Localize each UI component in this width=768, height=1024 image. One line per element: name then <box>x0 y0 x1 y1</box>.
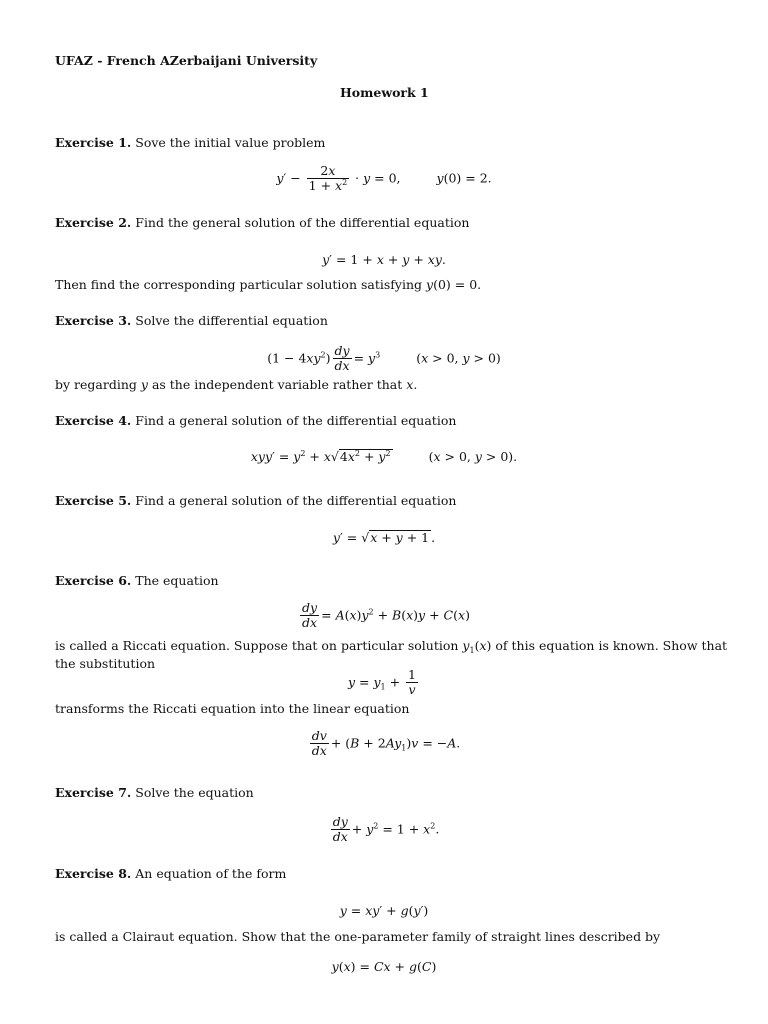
equation-7: $\frac{dy}{dx}$ + $y^2 = 1 + x^2$. <box>332 814 440 845</box>
exercise-3-followup: by regarding y as the independent variable rather that x. <box>55 377 418 392</box>
exercise-5 <box>55 495 456 508</box>
university-name: UFAZ - French AZerbaijani University <box>55 53 318 68</box>
equation-5: y′ = √x + y + 1 . <box>332 530 436 545</box>
exercise-6-text-1: is called a Riccati equation. Suppose that on particular solution $y_1(x)$ of this equation is known. Show that <box>55 638 728 655</box>
equation-6b: $y = y_1$ + $\frac{1}{v}$ <box>347 667 416 698</box>
exercise-label: Exercise 7. <box>55 785 132 800</box>
exercise-label: Exercise 3. <box>55 313 132 328</box>
exercise-prompt: Solve the equation <box>135 785 254 800</box>
exercise-prompt: An equation of the form <box>135 866 287 881</box>
exercise-7 <box>55 787 254 800</box>
equation-1: y′ − $\frac{2x}{1 + x^2}$ · y = 0, y(0) = 2. <box>276 163 492 194</box>
equation-8b: y(x) = Cx + g(C) <box>331 959 437 974</box>
equation-8a: y = xy′ + g(y′) <box>339 903 429 918</box>
exercise-prompt: The equation <box>135 573 219 588</box>
exercise-8-text-1: is called a Clairaut equation. Show that the one-parameter family of straight lines described by <box>55 929 661 944</box>
equation-6c: $\frac{dv}{dx}$ + $(B + 2Ay_1)v = -A$. <box>311 728 461 759</box>
exercise-prompt: Solve the differential equation <box>135 313 328 328</box>
equation-4: $xyy' = y^2 + x√4x^2 + y^2$ (x > 0, y > 0). <box>250 449 518 464</box>
exercise-prompt: Find a general solution of the differential equation <box>135 493 457 508</box>
exercise-prompt: Sove the initial value problem <box>135 135 326 150</box>
equation-3: $(1 - 4xy^2)$ $\frac{dy}{dx}$ = $y^3$ (x > 0, y > 0) <box>267 343 501 374</box>
exercise-3 <box>55 315 328 328</box>
exercise-6-text-3: transforms the Riccati equation into the linear equation <box>55 701 410 716</box>
exercise-6 <box>55 575 219 588</box>
exercise-prompt: Find the general solution of the differential equation <box>135 215 470 230</box>
exercise-label: Exercise 6. <box>55 573 132 588</box>
exercise-label: Exercise 8. <box>55 866 132 881</box>
exercise-2-followup: Then find the corresponding particular solution satisfying y(0) = 0. <box>55 277 482 292</box>
exercise-2 <box>55 217 469 230</box>
exercise-label: Exercise 4. <box>55 413 132 428</box>
exercise-4 <box>55 415 456 428</box>
exercise-6-text-2: the substitution <box>55 656 156 671</box>
exercise-label: Exercise 1. <box>55 135 132 150</box>
page-title: Homework 1 <box>340 85 429 100</box>
exercise-8 <box>55 868 286 881</box>
exercise-label: Exercise 2. <box>55 215 132 230</box>
exercise-1 <box>55 137 325 150</box>
exercise-prompt: Find a general solution of the differential equation <box>135 413 457 428</box>
equation-2: y′ = 1 + x + y + xy. <box>322 252 446 267</box>
exercise-label: Exercise 5. <box>55 493 132 508</box>
equation-6a: $\frac{dy}{dx}$ = $A(x)y^2 + B(x)y + C(x)$ <box>302 600 470 631</box>
